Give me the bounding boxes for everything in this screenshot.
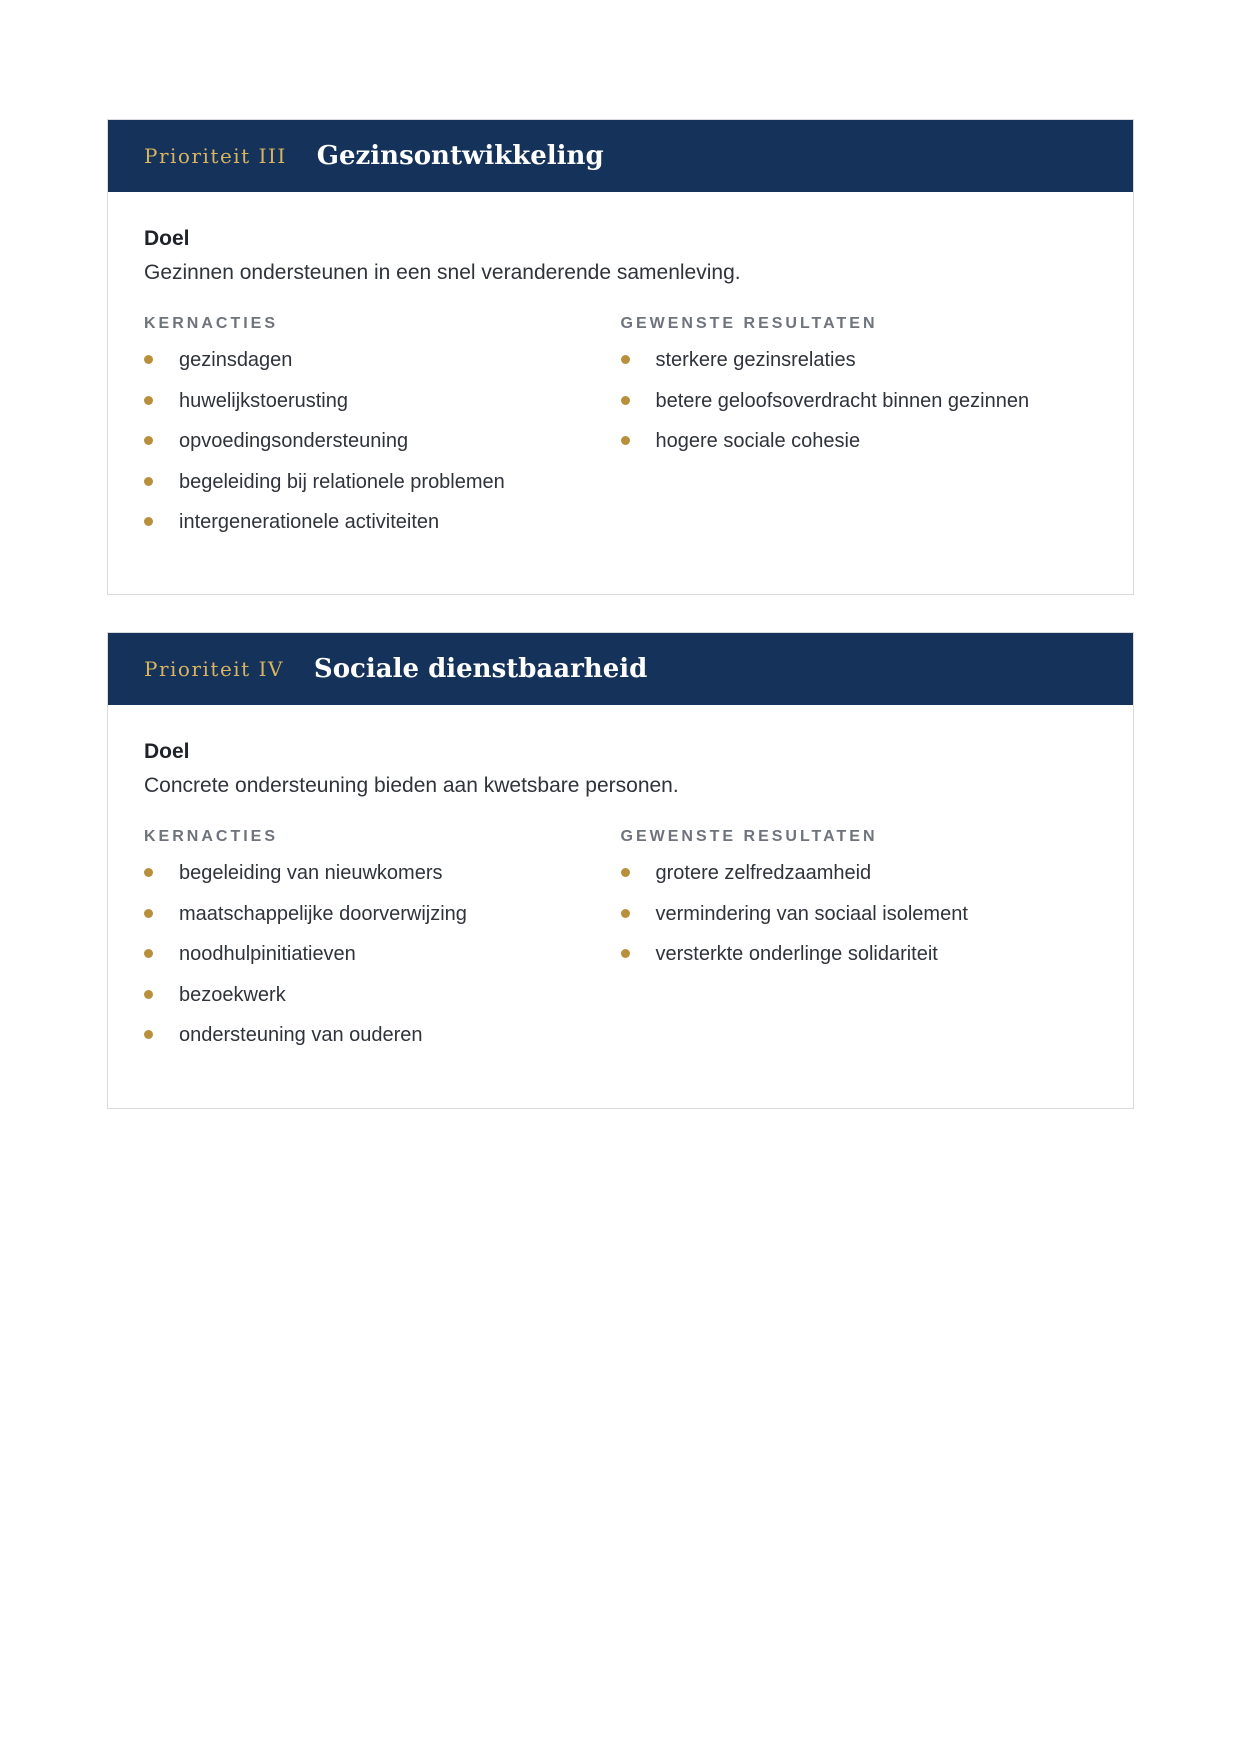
list-item-text: bezoekwerk: [179, 983, 286, 1006]
goal-text: Gezinnen ondersteunen in een snel veranderende samenleving.: [144, 261, 741, 284]
columns: [144, 827, 1097, 1064]
list-item: [144, 348, 621, 389]
list-item: [144, 942, 621, 983]
list-item-text: maatschappelijke doorverwijzing: [179, 902, 467, 925]
list-item: [144, 470, 621, 511]
bullet-icon: [621, 396, 630, 405]
list-item-text: ondersteuning van ouderen: [179, 1024, 423, 1046]
results-column: [621, 314, 1098, 551]
list-item: [144, 429, 621, 470]
priority-card-header: [108, 633, 1133, 705]
list-item: [144, 1023, 621, 1064]
priority-title: Sociale dienstbaarheid: [313, 654, 648, 684]
list-item: [144, 861, 621, 902]
list-item-text: grotere zelfredzaamheid: [655, 862, 872, 884]
list-item-text: opvoedingsondersteuning: [179, 430, 409, 452]
bullet-icon: [144, 990, 153, 999]
columns: [144, 314, 1097, 551]
list-item-text: sterkere gezinsrelaties: [655, 349, 856, 371]
list-item: [144, 902, 621, 943]
list-item: [621, 429, 1098, 470]
list-item-text: intergenerationele activiteiten: [179, 511, 440, 533]
results-heading: GEWENSTE RESULTATEN: [620, 828, 878, 845]
results-list: [621, 861, 1098, 983]
actions-heading: KERNACTIES: [144, 828, 279, 845]
bullet-icon: [621, 868, 630, 877]
actions-column: [144, 314, 621, 551]
list-item-text: huwelijkstoerusting: [179, 389, 348, 412]
bullet-icon: [144, 949, 153, 958]
bullet-icon: [144, 1030, 153, 1039]
bullet-icon: [144, 909, 153, 918]
list-item-text: hogere sociale cohesie: [655, 430, 861, 452]
list-item: [621, 861, 1098, 902]
priority-label: Prioriteit IV: [144, 657, 284, 681]
list-item-text: gezinsdagen: [179, 349, 293, 371]
goal-label: Doel: [144, 227, 190, 250]
list-item: [144, 389, 621, 430]
results-heading: GEWENSTE RESULTATEN: [620, 315, 878, 332]
actions-list: [144, 861, 621, 1064]
list-item-text: betere geloofsoverdracht binnen gezinnen: [655, 389, 1030, 412]
priority-card-header: [108, 120, 1133, 192]
goal-label: Doel: [144, 740, 190, 763]
priority-card-body: [108, 705, 1133, 1064]
list-item-text: versterkte onderlinge solidariteit: [655, 943, 938, 965]
results-column: [621, 827, 1098, 1064]
bullet-icon: [144, 868, 153, 877]
bullet-icon: [621, 436, 630, 445]
actions-column: [144, 827, 621, 1064]
bullet-icon: [144, 436, 153, 445]
list-item-text: begeleiding bij relationele problemen: [179, 470, 505, 493]
priority-title: Gezinsontwikkeling: [316, 141, 604, 171]
bullet-icon: [621, 355, 630, 364]
list-item-text: vermindering van sociaal isolement: [655, 902, 968, 925]
bullet-icon: [621, 909, 630, 918]
list-item-text: noodhulpinitiatieven: [179, 943, 356, 965]
bullet-icon: [621, 949, 630, 958]
bullet-icon: [144, 517, 153, 526]
bullet-icon: [144, 355, 153, 364]
list-item: [621, 902, 1098, 943]
priority-label: Prioriteit III: [144, 144, 287, 168]
priority-card-3: [107, 119, 1134, 595]
list-item: [621, 348, 1098, 389]
list-item: [144, 983, 621, 1024]
results-list: [621, 348, 1098, 470]
bullet-icon: [144, 477, 153, 486]
list-item-text: begeleiding van nieuwkomers: [179, 862, 443, 884]
priority-card-body: [108, 192, 1133, 551]
list-item: [621, 942, 1098, 983]
list-item: [144, 510, 621, 551]
actions-heading: KERNACTIES: [144, 315, 279, 332]
list-item: [621, 389, 1098, 430]
goal-text: Concrete ondersteuning bieden aan kwetsbare personen.: [144, 774, 679, 797]
bullet-icon: [144, 396, 153, 405]
actions-list: [144, 348, 621, 551]
priority-card-4: [107, 632, 1134, 1109]
